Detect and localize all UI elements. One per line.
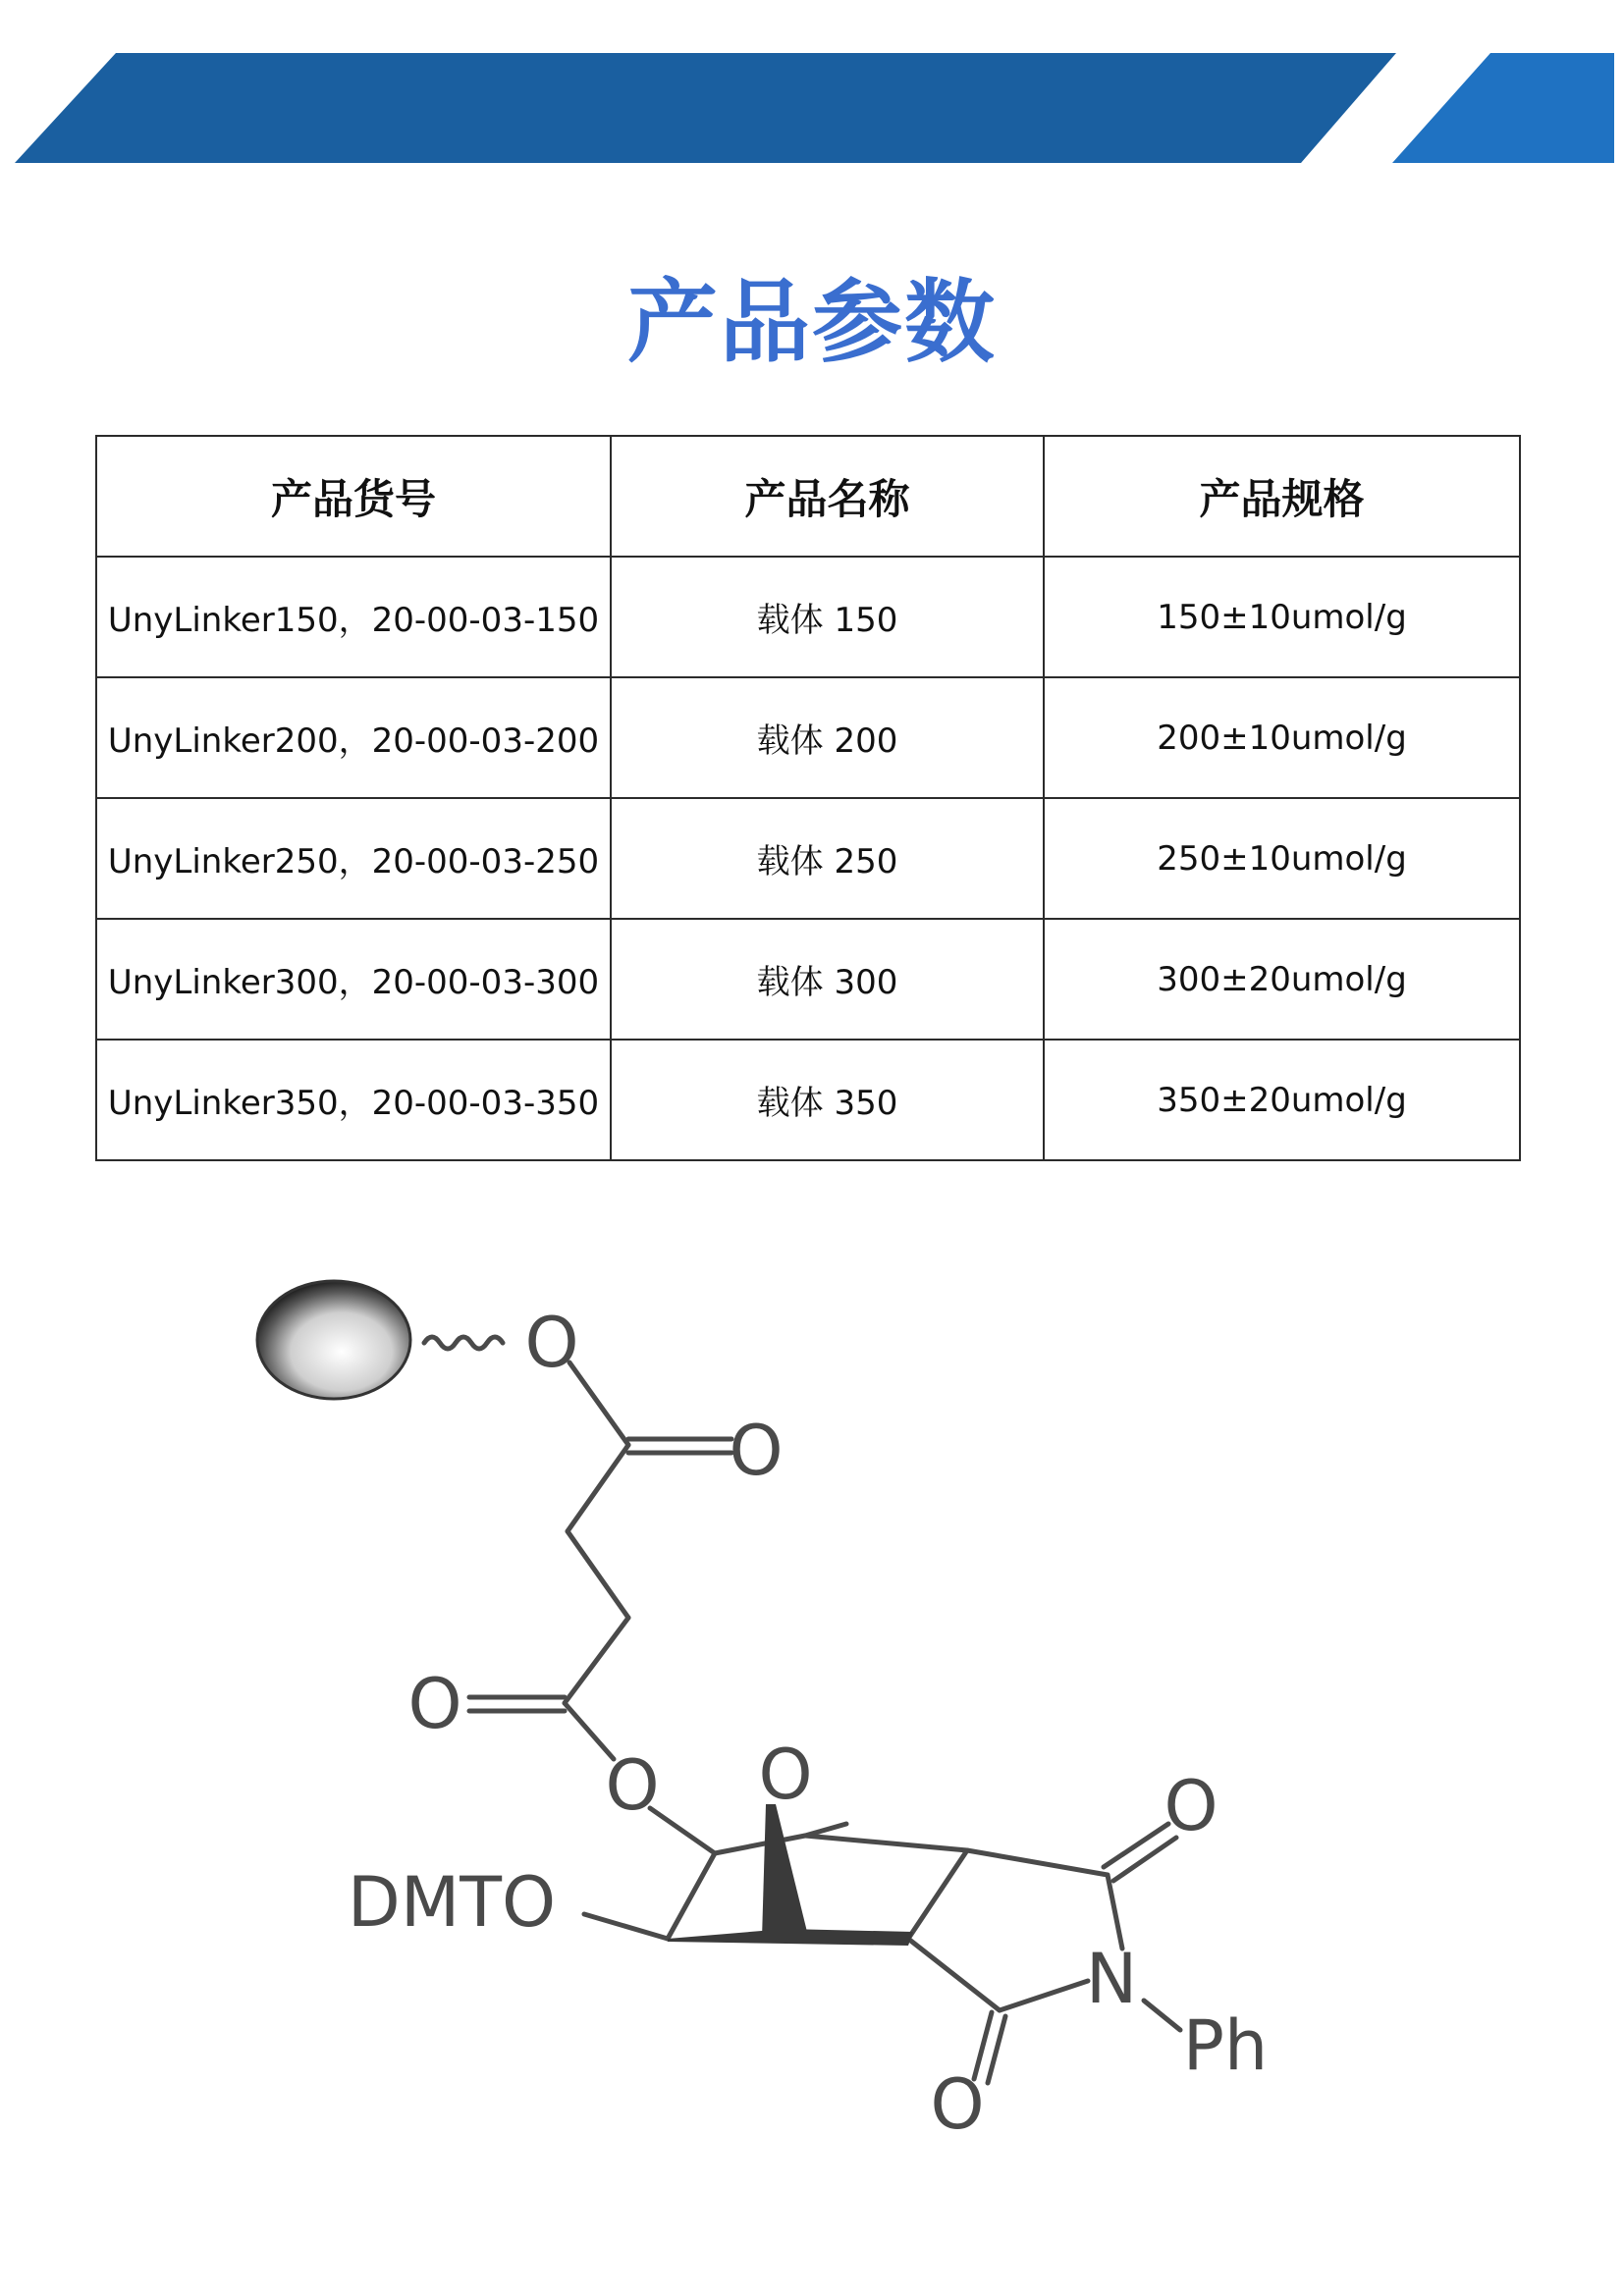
bond [1000,1981,1088,2010]
product-name-cell: 载体 350 [611,1040,1044,1160]
solid-support-bead [257,1281,410,1399]
bond [805,1836,967,1850]
phenyl-label: Ph [1182,2005,1269,2086]
oxygen-label: O [758,1735,813,1815]
oxygen-label: O [524,1303,579,1383]
product-name-cell: 载体 250 [611,798,1044,919]
bond [565,1618,628,1703]
item-number-cell: UnyLinker150，20-00-03-150 [96,557,611,677]
unylinker-structure-diagram [0,1227,1624,2209]
product-name-cell: 载体 200 [611,677,1044,798]
banner-stripe-main [15,53,1396,163]
table-row [96,677,1520,798]
header-product-spec: 产品规格 [1044,436,1520,557]
header-banner [0,0,1624,177]
bond [568,1531,628,1618]
oxygen-label: O [729,1411,784,1491]
wavy-linkage [424,1337,503,1349]
nitrogen-label: N [1085,1939,1138,2019]
header-product-name: 产品名称 [611,436,1044,557]
product-parameter-table [95,435,1521,1161]
oxygen-label: O [1164,1766,1218,1846]
product-spec-cell: 200±10umol/g [1044,677,1520,798]
bond [668,1853,715,1939]
banner-stripe-accent [1392,53,1614,163]
product-spec-cell: 350±20umol/g [1044,1040,1520,1160]
item-number-cell: UnyLinker250，20-00-03-250 [96,798,611,919]
bond [805,1824,846,1836]
bond [650,1808,715,1853]
table-row [96,798,1520,919]
bond [1144,2001,1180,2030]
item-number-cell: UnyLinker200，20-00-03-200 [96,677,611,798]
table-row [96,919,1520,1040]
bond [908,1939,1000,2010]
product-spec-cell: 300±20umol/g [1044,919,1520,1040]
table-row [96,1040,1520,1160]
bond [967,1850,1108,1875]
table-header-row [96,436,1520,557]
bond [584,1914,668,1939]
oxygen-label: O [930,2064,985,2145]
dmto-label: DMTO [347,1862,557,1943]
bridge-wedge-bond [762,1804,807,1939]
wedge-bond [668,1929,913,1946]
product-spec-cell: 250±10umol/g [1044,798,1520,919]
oxygen-label: O [407,1664,462,1744]
bond [908,1850,967,1939]
table-row [96,557,1520,677]
page-title: 产品参数 [626,270,997,375]
product-name-cell: 载体 300 [611,919,1044,1040]
product-name-cell: 载体 150 [611,557,1044,677]
bond [715,1836,805,1853]
item-number-cell: UnyLinker350，20-00-03-350 [96,1040,611,1160]
item-number-cell: UnyLinker300，20-00-03-300 [96,919,611,1040]
product-spec-cell: 150±10umol/g [1044,557,1520,677]
bond [1108,1875,1122,1949]
oxygen-label: O [605,1745,660,1826]
bond [1104,1824,1168,1867]
header-item-number: 产品货号 [96,436,611,557]
bond [568,1445,628,1531]
